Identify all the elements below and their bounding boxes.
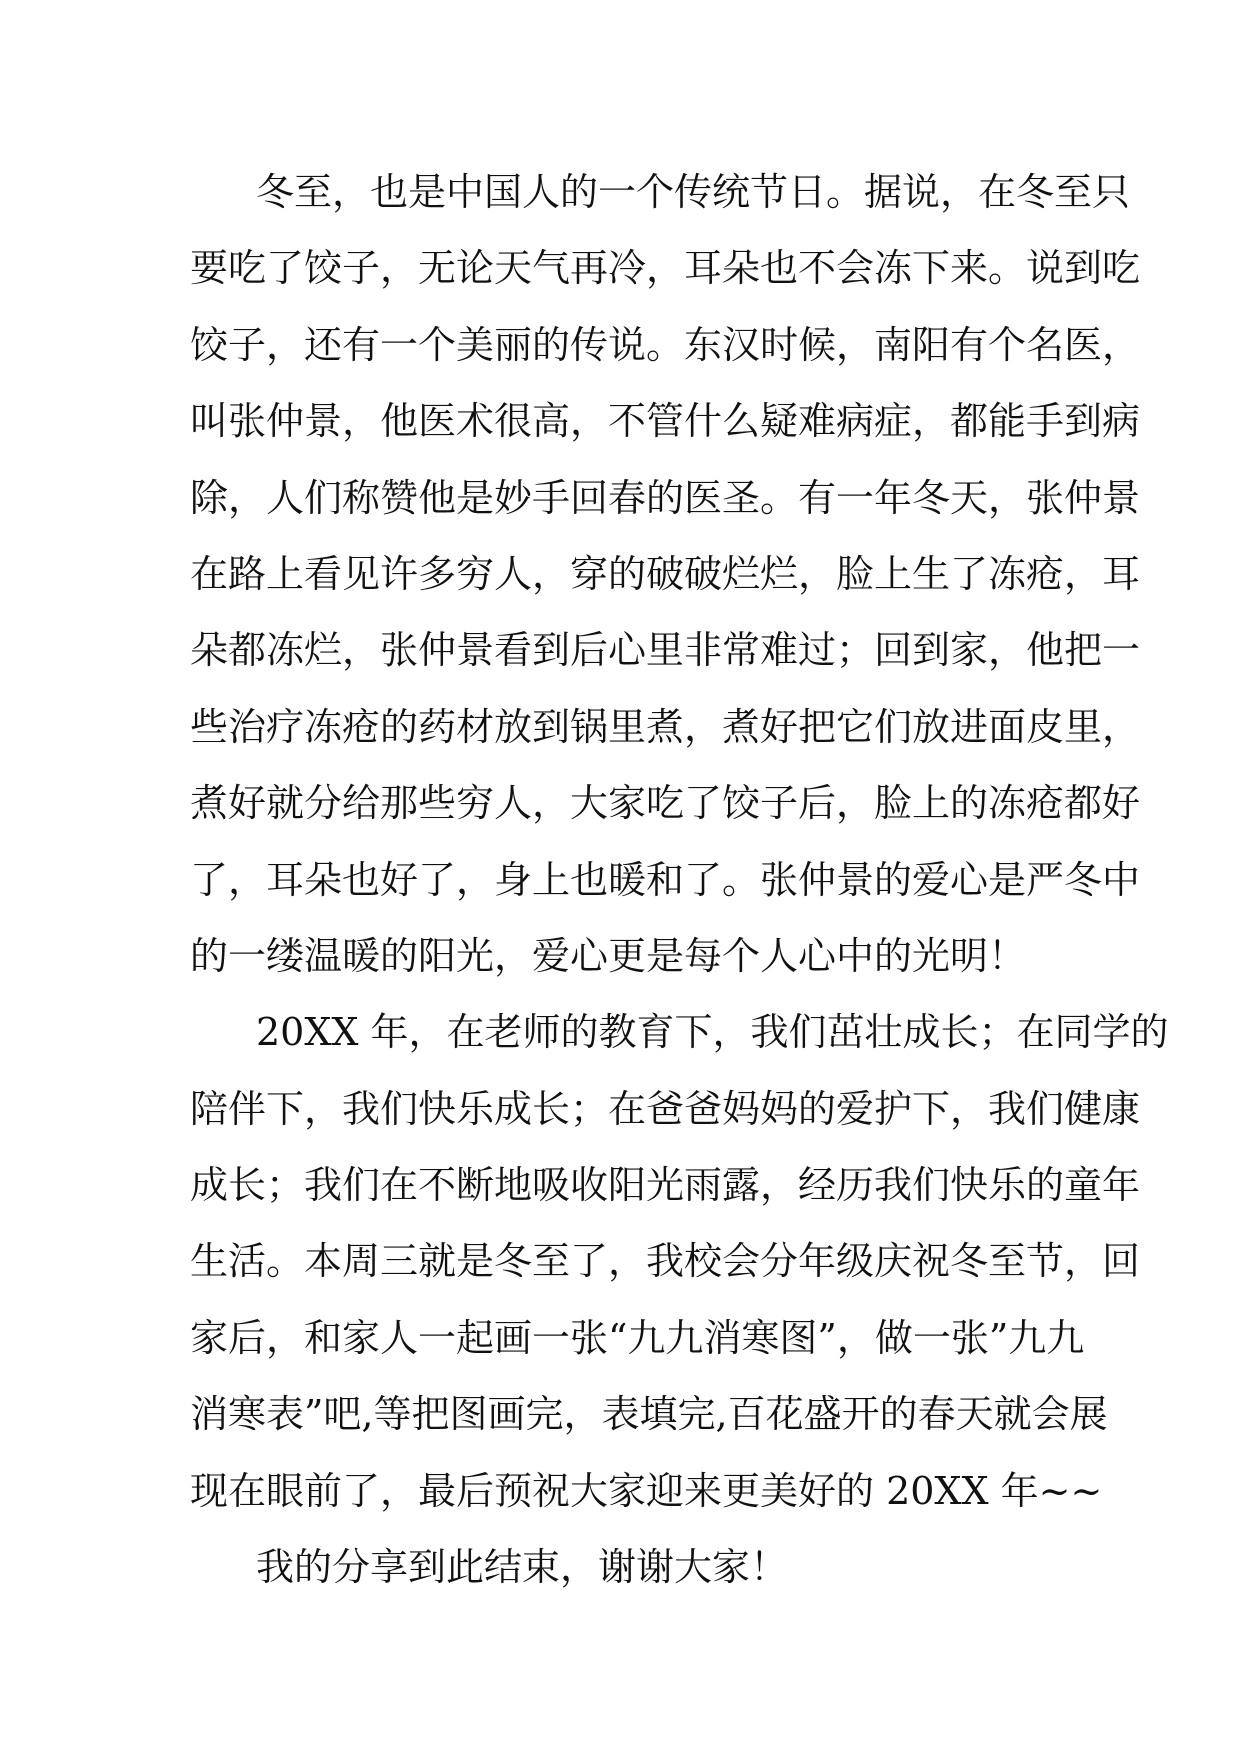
text-line: 家后，和家人一起画一张“九九消寒图”，做一张”九九 — [190, 1315, 1085, 1360]
text-line: 煮好就分给那些穷人，大家吃了饺子后，脸上的冻疮都好 — [190, 781, 1141, 826]
text-line: 些治疗冻疮的药材放到锅里煮，煮好把它们放进面皮里， — [190, 704, 1141, 749]
text-line: 在路上看见许多穷人，穿的破破烂烂，脸上生了冻疮，耳 — [190, 551, 1141, 596]
text-line: 成长；我们在不断地吸收阳光雨露，经历我们快乐的童年 — [190, 1163, 1141, 1208]
text-line: 20XX 年，在老师的教育下，我们茁壮成长；在同学的 — [256, 1010, 1169, 1055]
text-line: 冬至，也是中国人的一个传统节日。据说，在冬至只 — [256, 170, 1131, 214]
text-line: 生活。本周三就是冬至了，我校会分年级庆祝冬至节，回 — [190, 1239, 1141, 1284]
text-line: 消寒表”吧,等把图画完，表填完,百花盛开的春天就会展 — [190, 1392, 1108, 1437]
text-line: 陪伴下，我们快乐成长；在爸爸妈妈的爱护下，我们健康 — [190, 1086, 1141, 1131]
text-line: 的一缕温暖的阳光，爱心更是每个人心中的光明！ — [190, 933, 1027, 978]
paragraph-winter-solstice — [190, 168, 1141, 1008]
document-body — [190, 168, 1169, 1619]
text-line: 我的分享到此结束，谢谢大家！ — [256, 1545, 789, 1590]
text-line: 现在眼前了，最后预祝大家迎来更美好的 20XX 年~~ — [190, 1468, 1103, 1513]
text-line: 饺子，还有一个美丽的传说。东汉时候，南阳有个名医， — [190, 322, 1141, 367]
paragraph-growth — [190, 1008, 1169, 1543]
text-line: 要吃了饺子，无论天气再冷，耳朵也不会冻下来。说到吃 — [190, 246, 1141, 291]
paragraph-closing — [190, 1543, 1060, 1619]
text-line: 除，人们称赞他是妙手回春的医圣。有一年冬天，张仲景 — [190, 475, 1141, 520]
text-line: 叫张仲景，他医术很高，不管什么疑难病症，都能手到病 — [190, 399, 1141, 444]
text-line: 朵都冻烂，张仲景看到后心里非常难过；回到家，他把一 — [190, 628, 1141, 673]
text-line: 了，耳朵也好了，身上也暖和了。张仲景的爱心是严冬中 — [190, 857, 1141, 902]
